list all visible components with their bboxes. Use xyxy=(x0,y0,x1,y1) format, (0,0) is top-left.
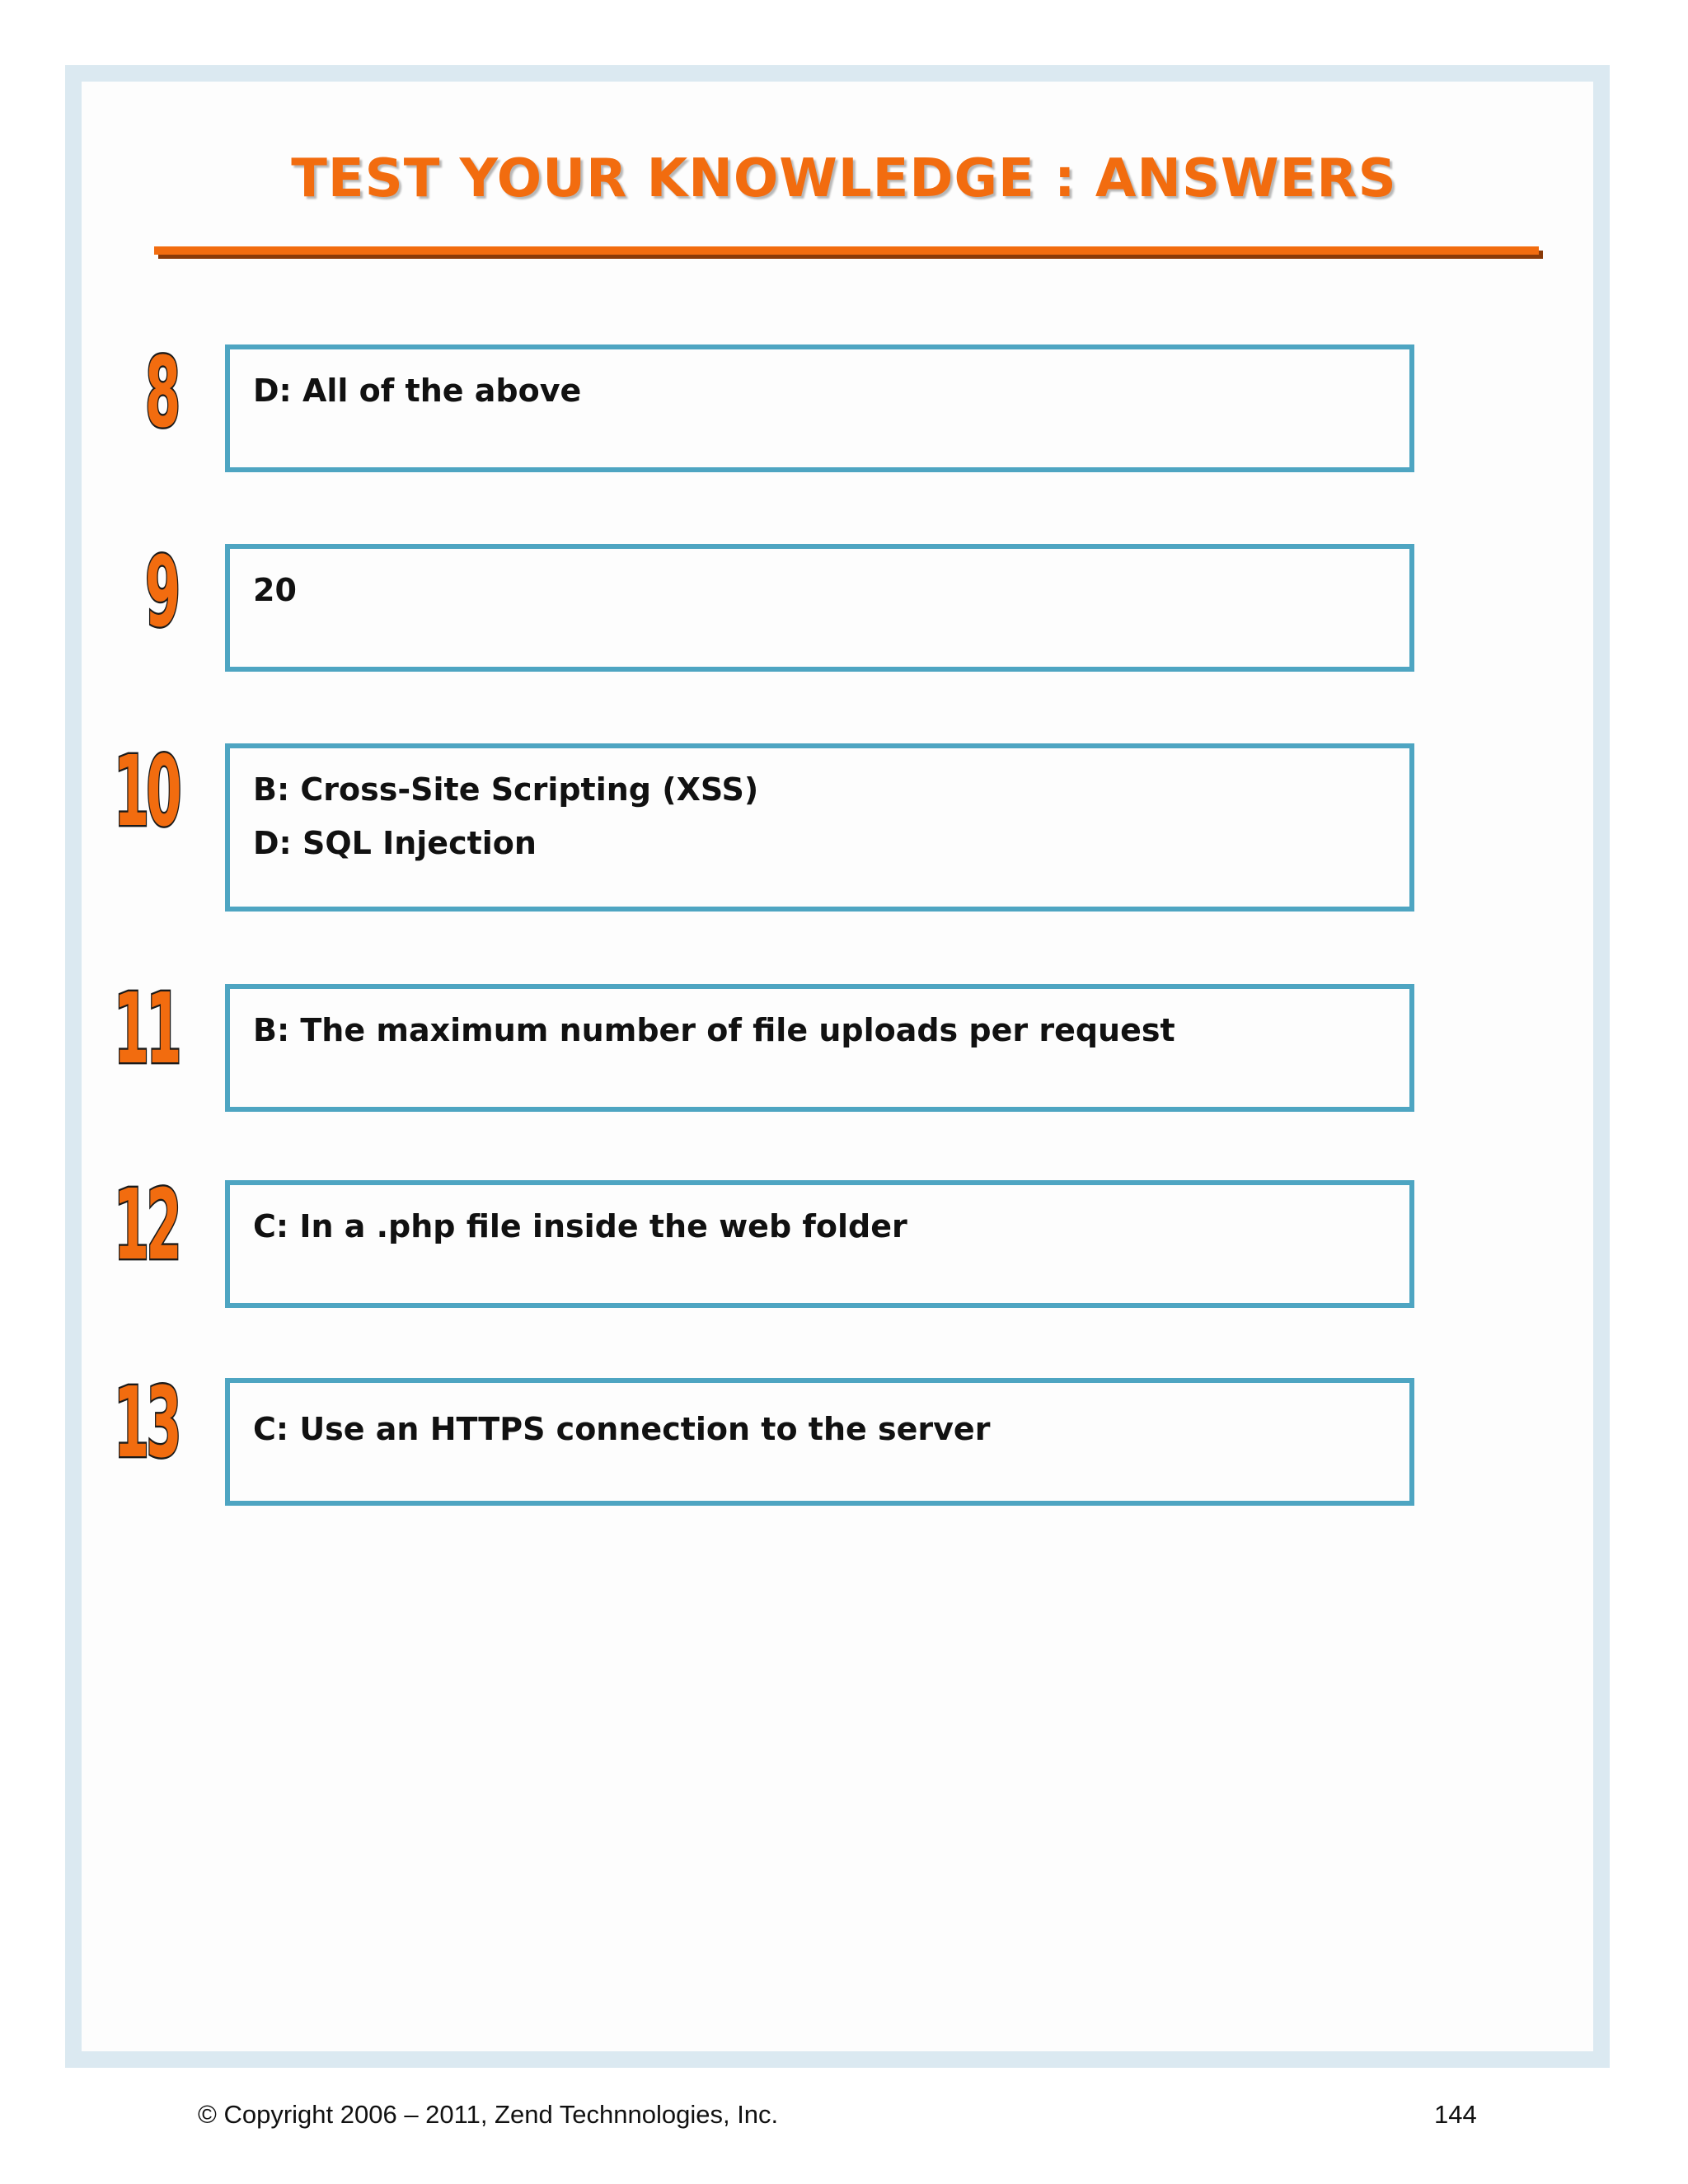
answer-box xyxy=(225,743,1414,912)
question-number: 11 xyxy=(114,972,179,1086)
question-number: 9 xyxy=(145,535,178,649)
question-number: 13 xyxy=(114,1366,179,1480)
answer-box xyxy=(225,984,1414,1112)
page-number: 144 xyxy=(1434,2100,1477,2129)
answer-line: B: The maximum number of file uploads per request xyxy=(253,1012,1175,1048)
question-number: 10 xyxy=(114,734,179,849)
answer-line: B: Cross-Site Scripting (XSS) xyxy=(253,771,759,808)
answer-box xyxy=(225,1180,1414,1308)
answer-box xyxy=(225,544,1414,672)
answer-line: C: Use an HTTPS connection to the server xyxy=(253,1411,991,1447)
page-title: TEST YOUR KNOWLEDGE : ANSWERS xyxy=(291,148,1397,209)
answer-line: D: SQL Injection xyxy=(253,825,537,861)
question-number: 12 xyxy=(114,1168,179,1282)
answer-box xyxy=(225,1378,1414,1506)
answer-line: C: In a .php file inside the web folder xyxy=(253,1208,907,1244)
question-number: 8 xyxy=(145,335,178,450)
answer-line: 20 xyxy=(253,572,297,608)
answer-line: D: All of the above xyxy=(253,373,582,409)
footer-copyright: © Copyright 2006 – 2011, Zend Technnologies, Inc. xyxy=(198,2100,779,2129)
answer-box xyxy=(225,344,1414,472)
